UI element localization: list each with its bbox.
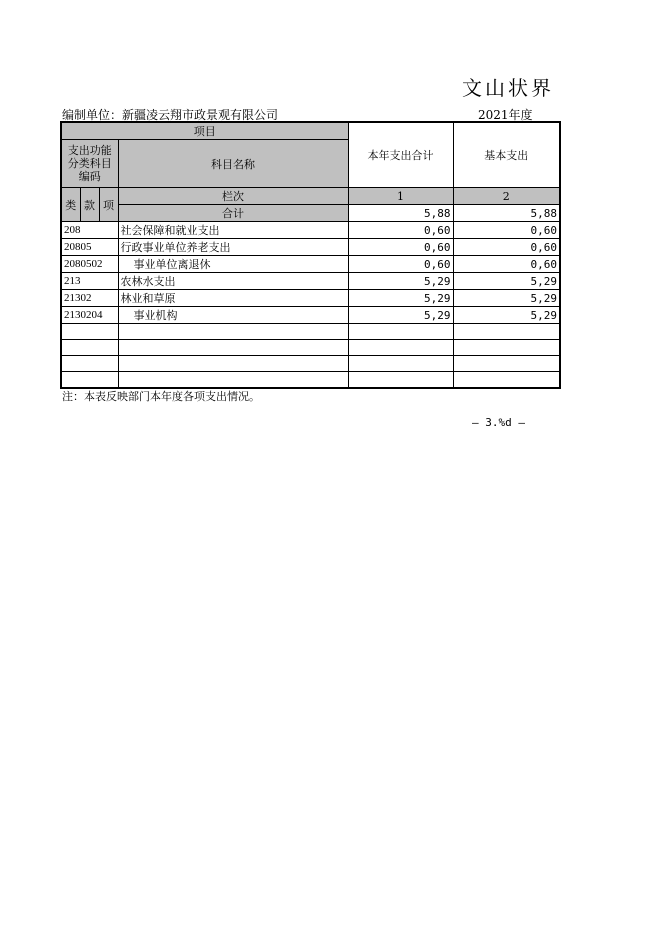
row-total: 5,29 [348,307,453,324]
header-total: 本年支出合计 [348,122,453,188]
row-name: 事业单位离退休 [118,256,348,273]
empty-row [61,356,560,372]
table-row [61,256,560,273]
empty-cell [61,356,118,372]
sum-basic: 5,88 [453,205,560,222]
empty-cell [61,372,118,389]
empty-cell [118,340,348,356]
empty-cell [61,324,118,340]
row-total: 0,60 [348,222,453,239]
header-xiang: 项 [99,188,118,222]
row-code: 2080502 [61,256,118,273]
row-total: 5,29 [348,290,453,307]
empty-cell [348,356,453,372]
row-name: 事业机构 [118,307,348,324]
header-code-group: 支出功能分类科目编码 [61,140,118,188]
row-basic: 0,60 [453,256,560,273]
table-note: 注：本表反映部门本年度各项支出情况。 [62,390,260,403]
row-basic: 5,29 [453,290,560,307]
row-name: 社会保障和就业支出 [118,222,348,239]
row-code: 21302 [61,290,118,307]
row-total: 0,60 [348,239,453,256]
row-code: 208 [61,222,118,239]
row-code: 2130204 [61,307,118,324]
empty-cell [348,324,453,340]
empty-cell [453,356,560,372]
row-basic: 0,60 [453,239,560,256]
header-basic: 基本支出 [453,122,560,188]
header-lei: 类 [61,188,80,222]
row-name: 行政事业单位养老支出 [118,239,348,256]
header-item: 项目 [61,122,348,140]
empty-cell [348,372,453,389]
empty-cell [453,340,560,356]
table-row [61,290,560,307]
table-row [61,222,560,239]
header-col2: 2 [453,188,560,205]
expense-table [60,121,561,389]
row-name: 农林水支出 [118,273,348,290]
report-title: 文山状界 [462,76,554,100]
empty-row [61,372,560,389]
table-row [61,239,560,256]
empty-cell [118,356,348,372]
row-total: 0,60 [348,256,453,273]
row-code: 20805 [61,239,118,256]
row-name: 林业和草原 [118,290,348,307]
year-label: 2021年度 [478,108,533,122]
page-number: — 3.%d — [472,416,525,429]
empty-cell [118,324,348,340]
table-row [61,273,560,290]
empty-cell [118,372,348,389]
header-kuan: 款 [80,188,99,222]
header-col1: 1 [348,188,453,205]
unit-label: 编制单位：新疆凌云翔市政景观有限公司 [62,108,279,122]
table-row [61,307,560,324]
empty-cell [61,340,118,356]
row-total: 5,29 [348,273,453,290]
sum-label: 合计 [118,205,348,222]
sum-total: 5,88 [348,205,453,222]
empty-cell [348,340,453,356]
row-basic: 5,29 [453,273,560,290]
row-code: 213 [61,273,118,290]
empty-row [61,340,560,356]
empty-row [61,324,560,340]
row-basic: 5,29 [453,307,560,324]
header-column-no: 栏次 [118,188,348,205]
empty-cell [453,372,560,389]
header-subject-name: 科目名称 [118,140,348,188]
empty-cell [453,324,560,340]
row-basic: 0,60 [453,222,560,239]
